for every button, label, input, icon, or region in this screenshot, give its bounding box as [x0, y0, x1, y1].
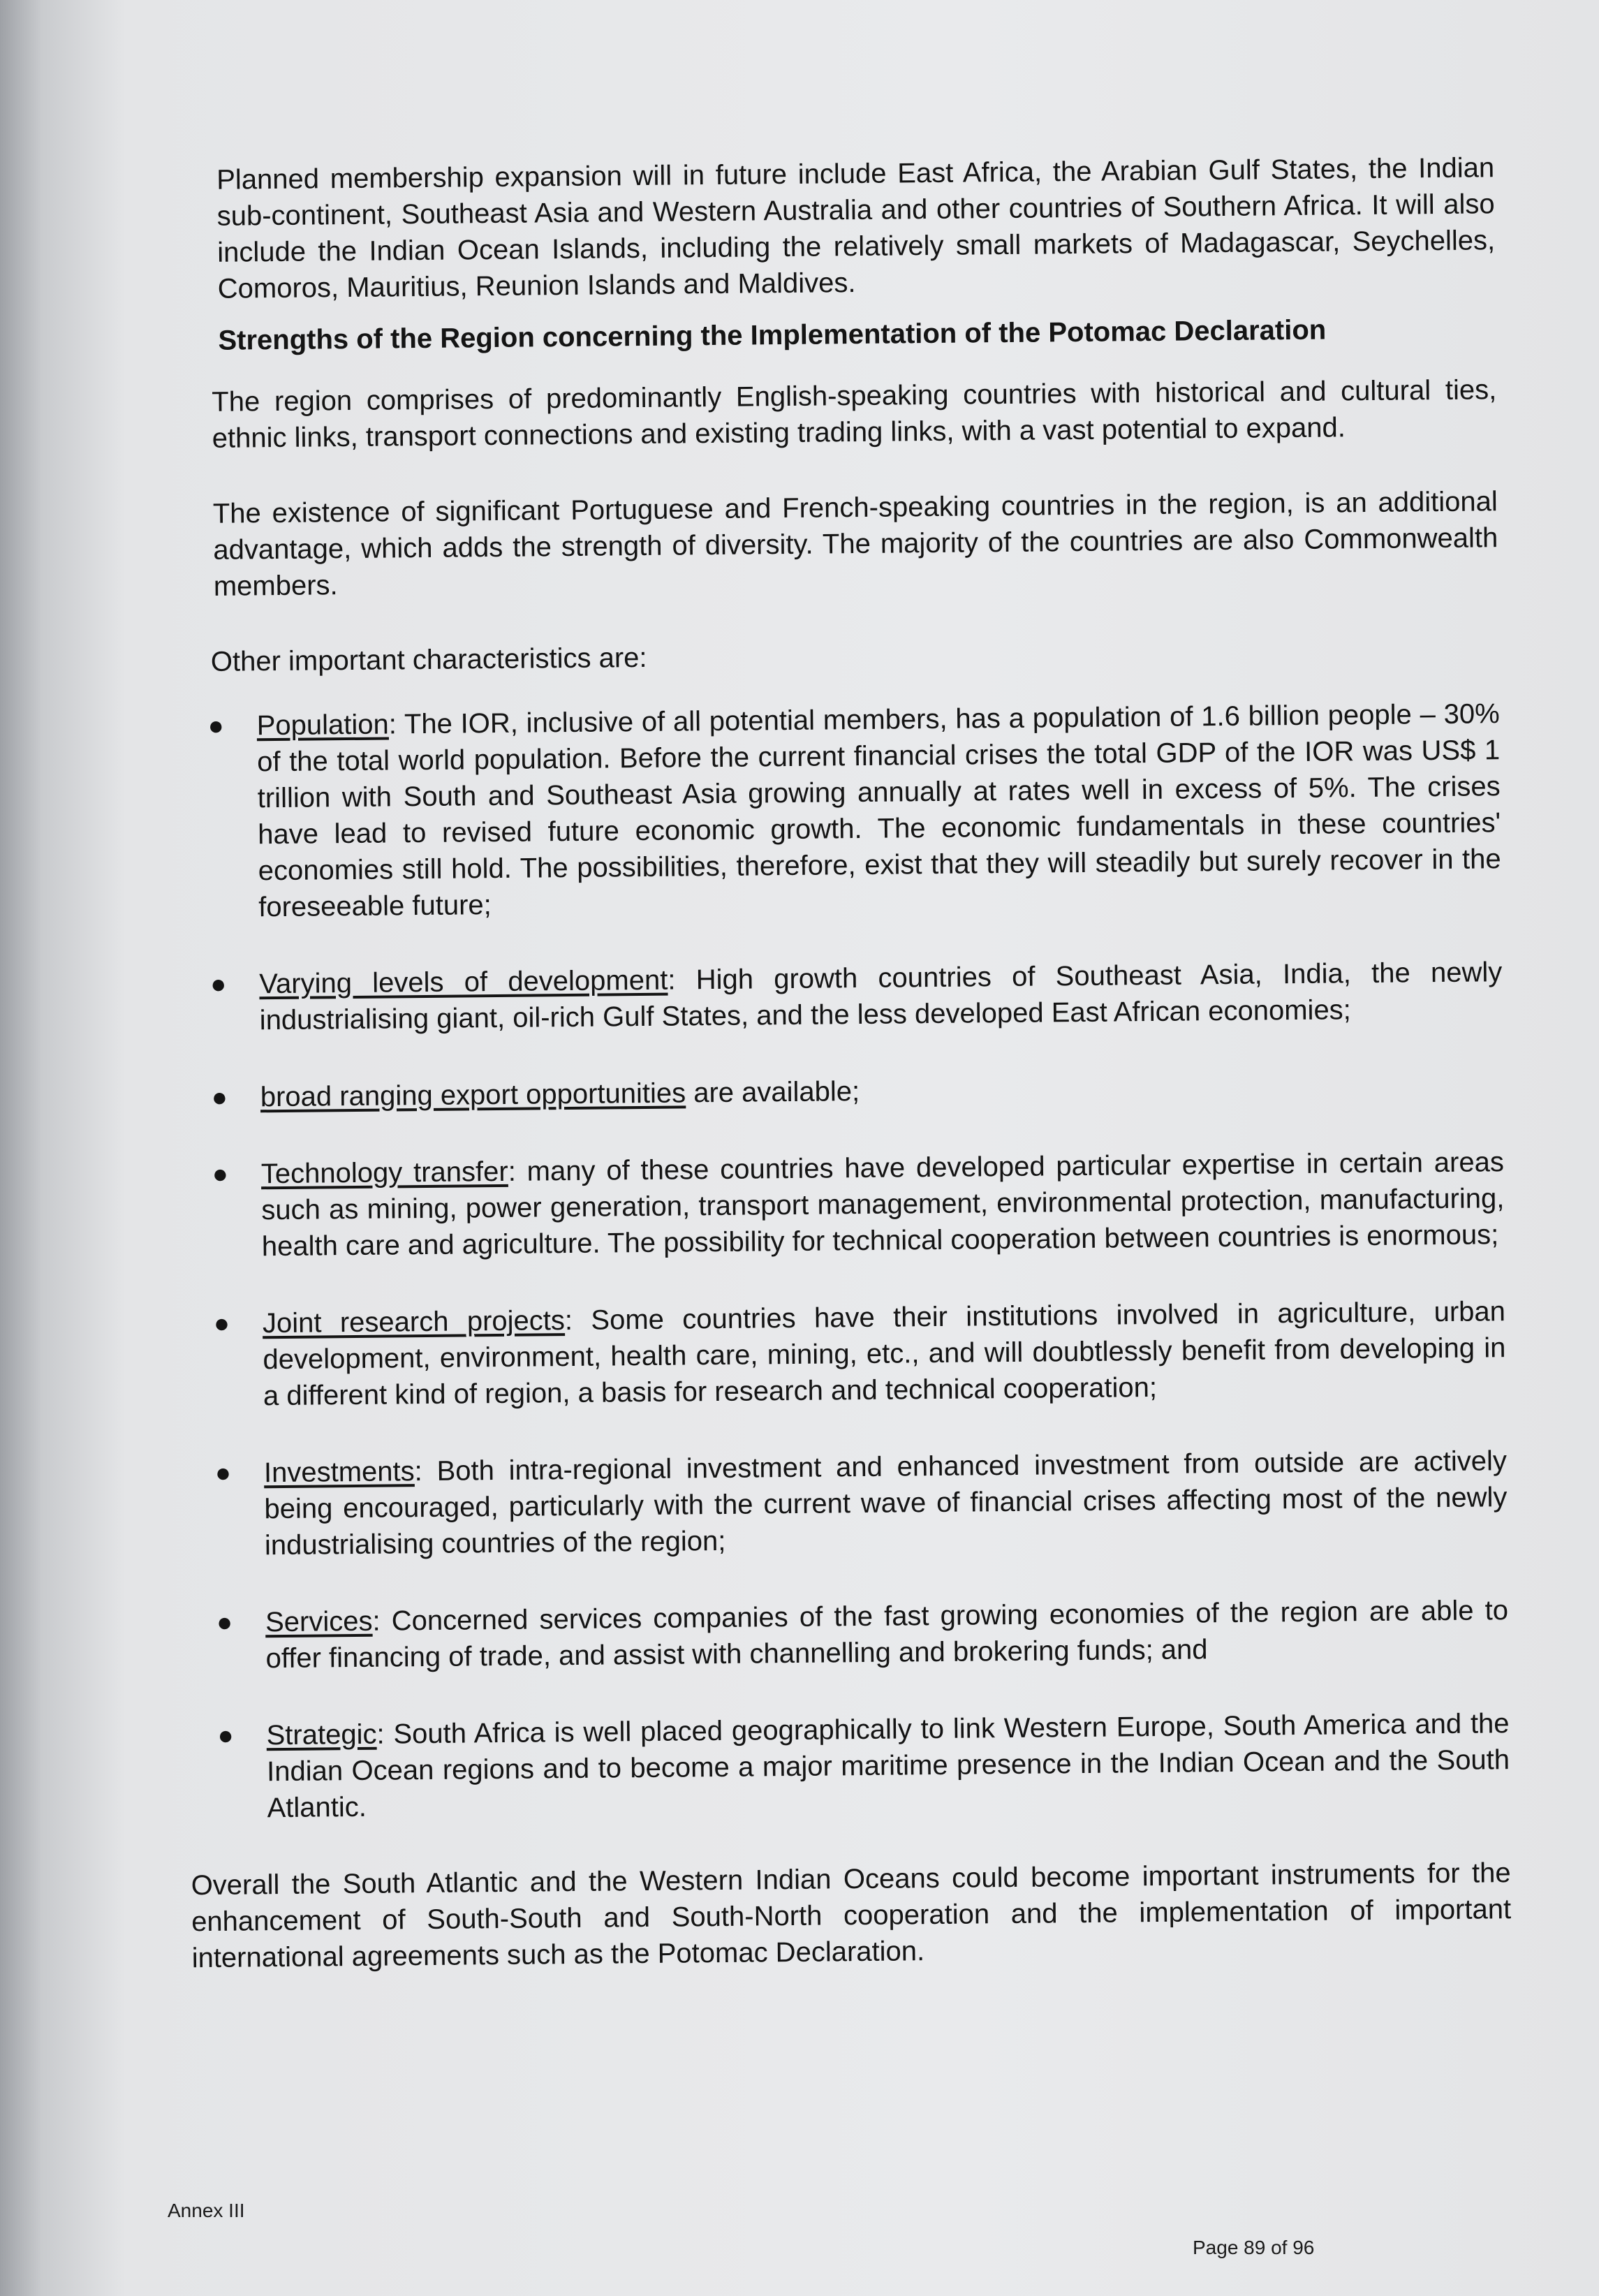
- bullet-icon: ●: [212, 1159, 229, 1189]
- paragraph-diversity: The existence of significant Portuguese and French-speaking countries in the region, is an additional advantage, which adds the strength of diversity. The majority of the countries are also Commonwealth members.: [212, 486, 1498, 602]
- list-item-strategic: [217, 1705, 1510, 1827]
- list-item-development: [210, 954, 1503, 1039]
- list-item-term: Varying levels of development: [259, 964, 668, 1000]
- body-text: [191, 149, 1512, 1976]
- bullet-icon: ●: [217, 1721, 234, 1751]
- list-item-population: [208, 696, 1502, 926]
- list-item-term: Strategic: [266, 1719, 377, 1751]
- list-item-term: Services: [265, 1605, 373, 1638]
- list-item-text: : Both intra-regional investment and enhanced investment from outside are actively being encouraged, particularly with the current wave of financial crises affecting most of the newly industrialising countries of the region;: [264, 1445, 1508, 1561]
- list-item-term: Investments: [263, 1456, 415, 1489]
- paragraph-region: The region comprises of predominantly English-speaking countries with historical and cultural ties, ethnic links, transport connections and existing trading links, with a vast potential to expand.: [212, 374, 1497, 454]
- list-item-text: : The IOR, inclusive of all potential members, has a population of 1.6 billion people – 30% of the total world population. Before the current financial crises the total GDP of the IOR was US$ 1 trillion with South and Southeast Asia growing annually at rates well in excess of 5%. The crises have lead to revised future economic growth. The economic fundamentals in these countries' economies still hold. The possibilities, therefore, exist that they will steadily but surely recover in the foreseeable future;: [257, 698, 1501, 923]
- list-item-text: : High growth countries of Southeast Asia, India, the newly industrialising giant, oil-rich Gulf States, and the less developed East African economies;: [259, 957, 1503, 1036]
- list-item-research: [214, 1293, 1506, 1415]
- characteristics-lead: Other important characteristics are:: [210, 642, 647, 677]
- bullet-icon: ●: [213, 1309, 230, 1339]
- intro-paragraph: Planned membership expansion will in future include East Africa, the Arabian Gulf States, the Indian sub-continent, Southeast Asia and Western Australia and other countries of Southern Africa. It will also include the Indian Ocean Islands, including the relatively small markets of Madagascar, Seychelles, Comoros, Mauritius, Reunion Islands and Maldives.: [216, 152, 1496, 304]
- bullet-icon: ●: [214, 1458, 232, 1488]
- closing-paragraph: Overall the South Atlantic and the Western Indian Oceans could become important instruments for the enhancement of South-South and South-North cooperation and the implementation of important international agreements such as the Potomac Declaration.: [191, 1857, 1512, 1974]
- list-item-export: [212, 1067, 1503, 1116]
- characteristics-list: [208, 696, 1510, 1827]
- footer-page-number: Page 89 of 96: [1193, 2237, 1315, 2258]
- section-heading: Strengths of the Region concerning the Implementation of the Potomac Declaration: [218, 314, 1327, 356]
- bullet-icon: ●: [211, 1082, 228, 1112]
- list-item-text: : many of these countries have developed particular expertise in certain areas such as mining, power generation, transport management, environmental protection, manufacturing, health care and agriculture. The possibility for technical cooperation between countries is enormous;: [261, 1147, 1505, 1263]
- bullet-icon: ●: [207, 711, 224, 741]
- list-item-services: [216, 1592, 1509, 1677]
- list-item-term: Joint research projects: [262, 1305, 566, 1339]
- bullet-icon: ●: [210, 969, 227, 999]
- footer-annex-label: Annex III: [168, 2200, 245, 2221]
- bullet-icon: ●: [216, 1607, 233, 1638]
- list-item-term: Population: [256, 709, 390, 742]
- list-item-investments: [215, 1443, 1508, 1564]
- list-item-term: broad ranging export opportunities: [260, 1077, 686, 1113]
- list-item-technology: [212, 1144, 1505, 1265]
- list-item-text: are available;: [685, 1076, 860, 1109]
- list-item-text: : Some countries have their institutions involved in agriculture, urban development, environment, health care, mining, etc., and will doubtlessly benefit from developing in a different kind of region, a basis for research and technical cooperation;: [263, 1296, 1506, 1412]
- list-item-term: Technology transfer: [260, 1156, 508, 1190]
- list-item-text: : Concerned services companies of the fast growing economies of the region are able to offer financing of trade, and assist with channelling and brokering funds; and: [265, 1595, 1509, 1675]
- list-item-text: : South Africa is well placed geographically to link Western Europe, South America and the Indian Ocean regions and to become a major maritime presence in the Indian Ocean and the South Atlantic.: [266, 1708, 1510, 1824]
